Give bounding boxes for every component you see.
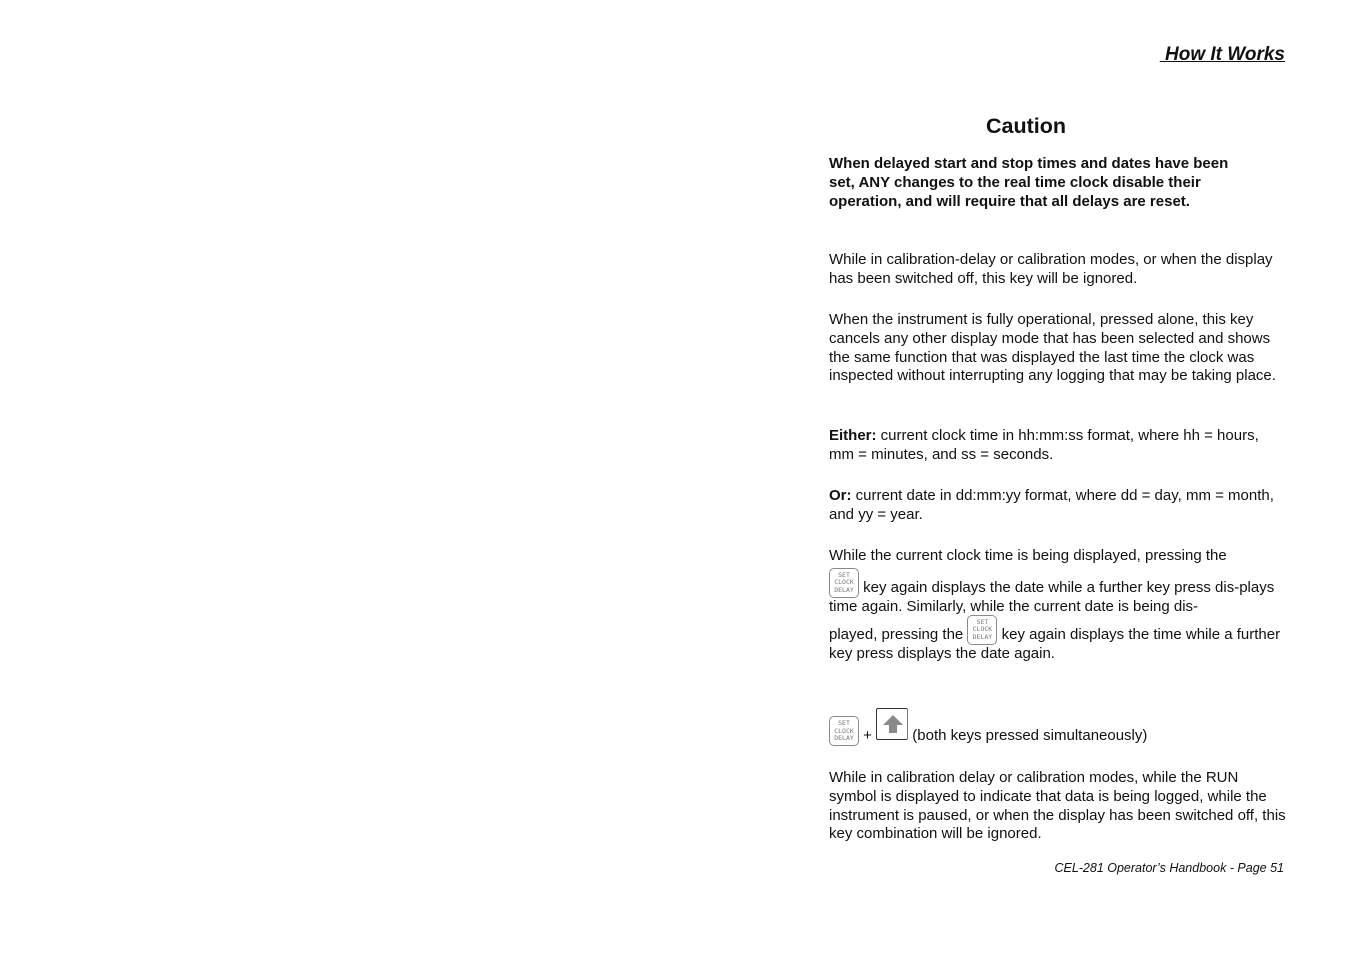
or-text: current date in dd:mm:yy format, where dd = day, mm = month, and yy = year.	[829, 487, 1274, 523]
key-combination	[829, 708, 1287, 746]
toggle-text-2: key again displays the date while a further key press dis-plays time again. Similarly, while the current date is being dis-	[829, 578, 1275, 615]
set-clock-delay-key-icon: SET CLOCK DELAY	[967, 615, 997, 645]
paragraph-toggle	[829, 547, 1287, 663]
paragraph-or	[829, 487, 1287, 525]
toggle-text-3b: key again displays the time while a further key press displays the date again.	[829, 625, 1281, 662]
section-header: How It Works	[1159, 44, 1285, 65]
set-clock-delay-key-icon: SET CLOCK DELAY	[829, 568, 859, 598]
warning-text: When delayed start and stop times and dates have been set, ANY changes to the real time clock disable their operation, and will require that all delays are reset.	[829, 155, 1229, 210]
plus-sign: +	[859, 727, 877, 744]
page-footer: CEL-281 Operator’s Handbook - Page 51	[1054, 861, 1284, 875]
toggle-line1: While the current clock time is being displayed, pressing the	[829, 547, 1227, 564]
caution-heading: Caution	[985, 114, 1067, 138]
set-clock-delay-key-icon: SET CLOCK DELAY	[829, 716, 859, 746]
or-label: Or:	[829, 487, 852, 504]
paragraph-ignored-modes: While in calibration-delay or calibration modes, or when the display has been switched off, this key will be ignored.	[829, 251, 1273, 287]
combo-text: (both keys pressed simultaneously)	[908, 727, 1148, 744]
up-arrow-key-icon	[876, 708, 908, 740]
paragraph-combo-ignored: While in calibration delay or calibration modes, while the RUN symbol is displayed to indicate that data is being logged, while the instrument is paused, or when the display has been switched off, this key combination will be ignored.	[829, 769, 1286, 843]
toggle-text-3a: played, pressing the	[829, 625, 964, 643]
paragraph-operational: When the instrument is fully operational, pressed alone, this key cancels any other display mode that has been selected and shows the same function that was displayed the last time the clock was inspected without interrupting any logging that may be taking place.	[829, 311, 1276, 385]
either-label: Either:	[829, 427, 877, 444]
paragraph-either	[829, 427, 1287, 465]
either-text: current clock time in hh:mm:ss format, where hh = hours, mm = minutes, and ss = seconds.	[829, 427, 1259, 463]
